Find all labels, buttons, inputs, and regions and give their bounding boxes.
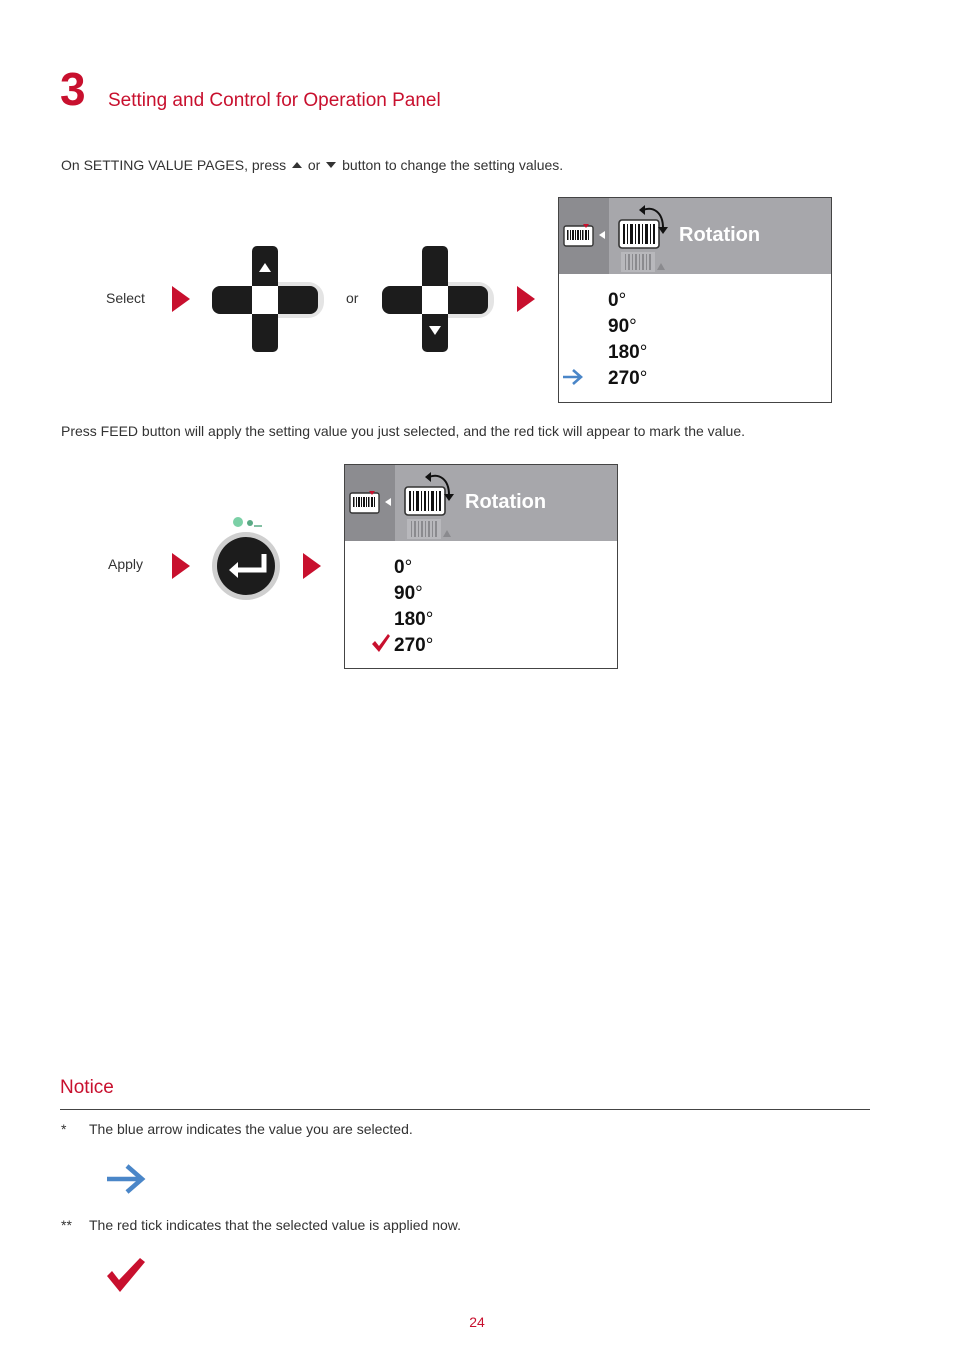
triangle-up-icon bbox=[292, 162, 302, 168]
notice-item-2-marker: ** bbox=[61, 1217, 72, 1233]
panel-title: Rotation bbox=[679, 224, 761, 246]
notice-divider bbox=[60, 1109, 870, 1110]
arrow-right-icon bbox=[172, 553, 190, 579]
barcode-rotate-icon bbox=[403, 471, 459, 539]
apply-label: Apply bbox=[108, 556, 144, 572]
arrow-right-icon bbox=[517, 286, 535, 312]
rotation-panel-select bbox=[558, 197, 832, 403]
arrow-right-icon bbox=[172, 286, 190, 312]
chapter-title: Setting and Control for Operation Panel bbox=[108, 90, 441, 111]
chapter-number: 3 bbox=[60, 63, 86, 115]
feed-button[interactable] bbox=[208, 512, 286, 604]
option-270[interactable]: 270° bbox=[394, 635, 434, 656]
notice-item-1-text: The blue arrow indicates the value you are selected. bbox=[89, 1121, 413, 1137]
red-tick-icon bbox=[371, 633, 391, 653]
instruction-2: Press FEED button will apply the setting value you just selected, and the red tick will appear to mark the value. bbox=[61, 423, 746, 439]
instruction-1-before: On SETTING VALUE PAGES, press bbox=[61, 157, 287, 173]
option-180[interactable]: 180° bbox=[608, 342, 648, 363]
rotation-panel-applied bbox=[344, 464, 618, 669]
or-label: or bbox=[346, 290, 359, 306]
panel-header bbox=[345, 465, 617, 541]
page-number: 24 bbox=[469, 1314, 485, 1330]
red-tick-icon bbox=[106, 1257, 146, 1293]
panel-title: Rotation bbox=[465, 491, 547, 513]
option-0[interactable]: 0° bbox=[394, 557, 413, 578]
notice-title: Notice bbox=[60, 1077, 114, 1098]
option-180[interactable]: 180° bbox=[394, 609, 434, 630]
dpad-up-button[interactable] bbox=[210, 246, 326, 354]
barcode-small-icon bbox=[349, 489, 395, 515]
dpad-center bbox=[252, 286, 278, 314]
notice-item-1-marker: * bbox=[61, 1121, 67, 1137]
instruction-1 bbox=[61, 157, 563, 173]
blue-arrow-icon bbox=[562, 368, 584, 386]
barcode-small-icon bbox=[563, 222, 609, 248]
led-icon bbox=[233, 517, 243, 527]
arrow-right-icon bbox=[303, 553, 321, 579]
blue-arrow-icon bbox=[106, 1163, 146, 1195]
option-0[interactable]: 0° bbox=[608, 290, 627, 311]
notice-item-2-text: The red tick indicates that the selected value is applied now. bbox=[89, 1217, 461, 1233]
select-label: Select bbox=[106, 290, 145, 306]
option-270[interactable]: 270° bbox=[608, 368, 648, 389]
triangle-down-icon bbox=[326, 162, 336, 168]
instruction-1-middle: or bbox=[307, 157, 321, 173]
barcode-rotate-icon bbox=[617, 204, 673, 272]
instruction-1-after: button to change the setting values. bbox=[342, 157, 564, 173]
dpad-down-button[interactable] bbox=[380, 246, 496, 354]
option-90[interactable]: 90° bbox=[608, 316, 637, 337]
dpad-center bbox=[422, 286, 448, 314]
panel-header bbox=[559, 198, 831, 274]
option-90[interactable]: 90° bbox=[394, 583, 423, 604]
